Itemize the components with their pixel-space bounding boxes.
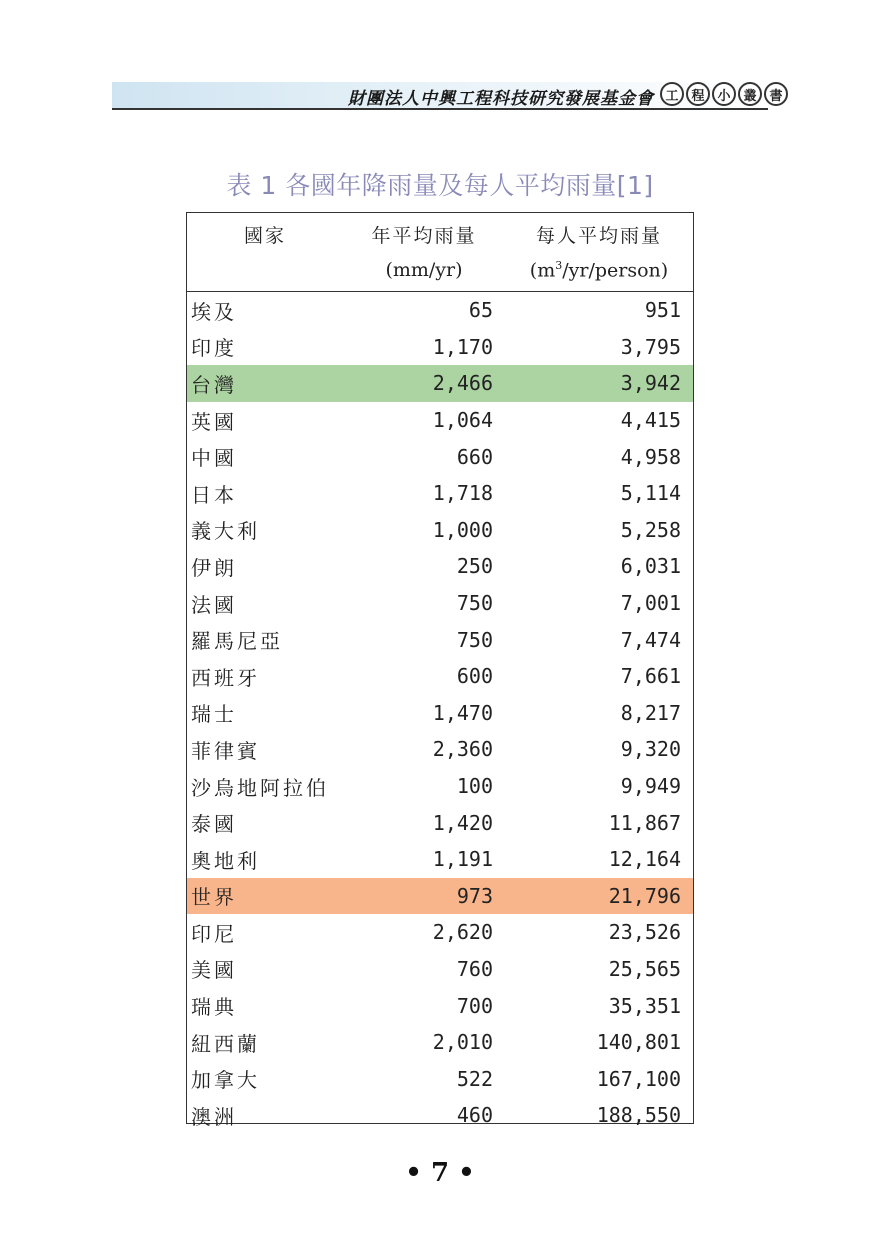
cell-country: 法國 [191, 592, 237, 617]
cell-rainfall: 2,010 [432, 1030, 493, 1055]
cell-country: 印度 [191, 336, 237, 361]
cell-rainfall: 2,620 [432, 920, 493, 945]
cell-country: 瑞士 [191, 702, 237, 727]
cell-per-capita: 12,164 [608, 847, 681, 872]
cell-rainfall: 760 [456, 956, 493, 981]
table-row [187, 951, 693, 988]
cell-country: 日本 [191, 482, 237, 507]
table-row [187, 987, 693, 1024]
cell-country: 菲律賓 [191, 738, 260, 763]
cell-rainfall: 750 [456, 627, 493, 652]
cell-country: 紐西蘭 [191, 1031, 260, 1056]
header-per-capita: 每人平均雨量 [535, 224, 662, 247]
cell-per-capita: 188,550 [596, 1103, 681, 1128]
cell-country: 澳洲 [191, 1104, 237, 1129]
series-char: 程 [686, 82, 710, 106]
series-title [660, 82, 788, 106]
cell-rainfall: 1,170 [432, 334, 493, 359]
table-row [187, 329, 693, 366]
page-number: • 7 • [405, 1158, 475, 1188]
cell-rainfall: 1,191 [432, 847, 493, 872]
cell-country: 中國 [191, 446, 237, 471]
cell-country: 羅馬尼亞 [191, 629, 283, 654]
cell-country: 加拿大 [191, 1068, 260, 1093]
cell-country: 奧地利 [191, 848, 260, 873]
cell-per-capita: 21,796 [505, 878, 693, 915]
cell-per-capita: 3,942 [505, 365, 693, 402]
cell-rainfall: 1,420 [432, 810, 493, 835]
cell-rainfall: 460 [456, 1103, 493, 1128]
cell-per-capita: 25,565 [608, 956, 681, 981]
cell-rainfall: 750 [456, 591, 493, 616]
table-row [187, 548, 693, 585]
cell-per-capita: 951 [644, 298, 681, 323]
cell-per-capita: 8,217 [620, 700, 681, 725]
table-row [187, 512, 693, 549]
cell-rainfall: 1,718 [432, 481, 493, 506]
cell-rainfall: 250 [456, 554, 493, 579]
cell-per-capita: 7,474 [620, 627, 681, 652]
table-row [187, 731, 693, 768]
table-row [187, 804, 693, 841]
cell-per-capita: 4,415 [620, 408, 681, 433]
table-row [187, 914, 693, 951]
cell-country: 伊朗 [191, 555, 237, 580]
header-rainfall: 年平均雨量 [371, 224, 477, 247]
cell-per-capita: 5,114 [620, 481, 681, 506]
cell-per-capita: 167,100 [596, 1066, 681, 1091]
table-row [187, 878, 693, 915]
cell-per-capita: 9,949 [620, 774, 681, 799]
cell-country: 沙烏地阿拉伯 [191, 775, 329, 800]
cell-rainfall: 2,466 [343, 365, 505, 402]
cell-rainfall: 600 [456, 664, 493, 689]
cell-rainfall: 1,470 [432, 700, 493, 725]
cell-per-capita: 140,801 [596, 1030, 681, 1055]
cell-per-capita: 6,031 [620, 554, 681, 579]
cell-rainfall: 100 [456, 774, 493, 799]
cell-per-capita: 3,795 [620, 334, 681, 359]
table-row [187, 1097, 693, 1134]
cell-rainfall: 1,000 [432, 517, 493, 542]
cell-rainfall: 1,064 [432, 408, 493, 433]
cell-country: 泰國 [191, 812, 237, 837]
series-char: 叢 [738, 82, 762, 106]
table-body [187, 292, 693, 1134]
cell-country: 美國 [191, 958, 237, 983]
cell-rainfall: 660 [456, 444, 493, 469]
cell-rainfall: 522 [456, 1066, 493, 1091]
header-country: 國家 [243, 224, 286, 247]
table-row [187, 475, 693, 512]
cell-country: 埃及 [191, 299, 237, 324]
cell-country: 英國 [191, 409, 237, 434]
rainfall-table [186, 212, 694, 1129]
cell-country: 印尼 [191, 921, 237, 946]
cell-per-capita: 9,320 [620, 737, 681, 762]
table-row [187, 402, 693, 439]
cell-country: 瑞典 [191, 995, 237, 1020]
table-row [187, 768, 693, 805]
header-spacer [187, 252, 343, 292]
cell-country: 義大利 [191, 519, 260, 544]
table-row [187, 292, 693, 329]
cell-per-capita: 4,958 [620, 444, 681, 469]
series-char: 書 [764, 82, 788, 106]
cell-rainfall: 65 [468, 298, 493, 323]
table-row [187, 1060, 693, 1097]
cell-per-capita: 23,526 [608, 920, 681, 945]
table-caption: 表 1 各國年降雨量及每人平均雨量[1] [226, 171, 654, 200]
cell-per-capita: 5,258 [620, 517, 681, 542]
cell-rainfall: 2,360 [432, 737, 493, 762]
cell-per-capita: 7,661 [620, 664, 681, 689]
series-char: 工 [660, 82, 684, 106]
cell-country: 西班牙 [191, 665, 260, 690]
table-row [187, 658, 693, 695]
header-rainfall-unit: (mm/yr) [385, 259, 463, 281]
cell-rainfall: 973 [343, 878, 505, 915]
header-per-capita-unit: $(m^3/yr/person)$ [529, 258, 669, 282]
table-row [187, 841, 693, 878]
cell-country: 台灣 [187, 365, 343, 402]
cell-per-capita: 11,867 [608, 810, 681, 835]
table-row [187, 695, 693, 732]
table-row [187, 365, 693, 402]
series-char: 小 [712, 82, 736, 106]
cell-per-capita: 7,001 [620, 591, 681, 616]
table-row [187, 1024, 693, 1061]
table-row [187, 438, 693, 475]
cell-rainfall: 700 [456, 993, 493, 1018]
header-org-name: 財團法人中興工程科技研究發展基金會 [348, 89, 654, 109]
table-row [187, 585, 693, 622]
cell-per-capita: 35,351 [608, 993, 681, 1018]
cell-country: 世界 [187, 878, 343, 915]
table-row [187, 621, 693, 658]
